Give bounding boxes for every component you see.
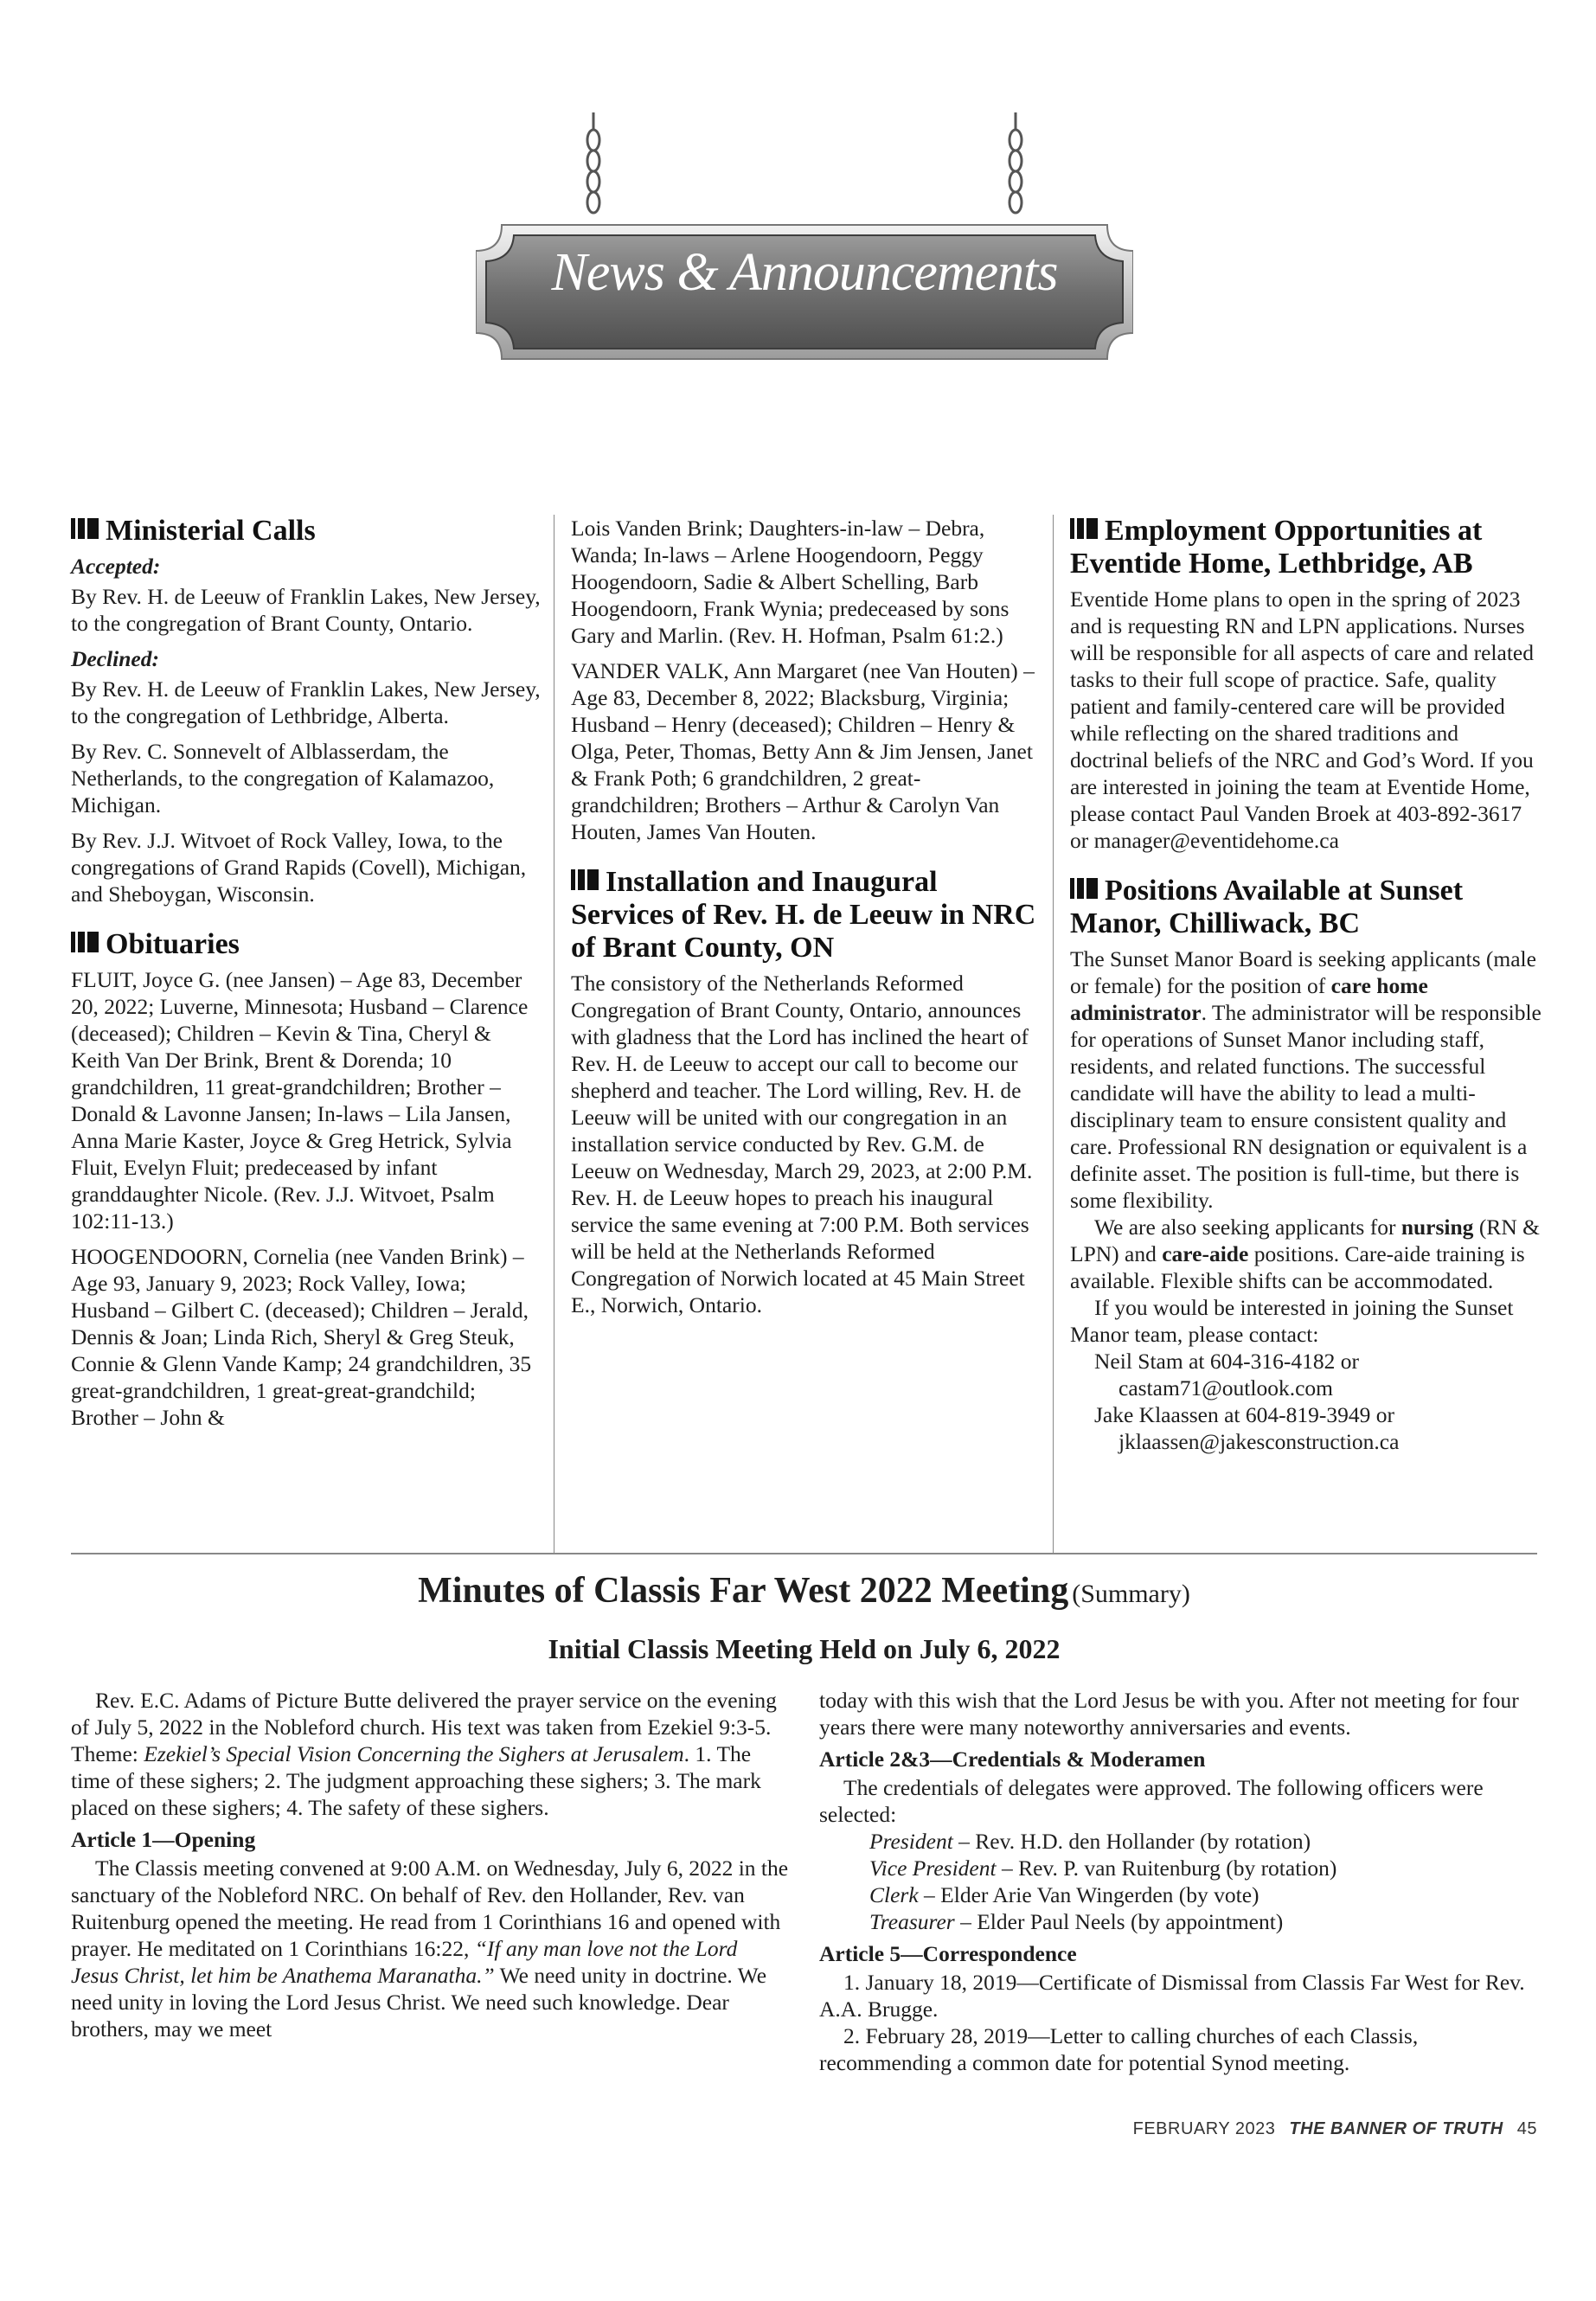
article-5-heading: Article 5—Correspondence — [819, 1941, 1077, 1966]
correspondence-item: 2. February 28, 2019—Letter to calling churches of each Classis, recommending a common date for potential Synod meeting. — [819, 2023, 1419, 2075]
footer-publication: THE BANNER OF TRUTH — [1289, 2119, 1503, 2138]
section-bars-icon — [71, 932, 99, 952]
column-divider — [1053, 515, 1054, 1553]
call-item: By Rev. J.J. Witvoet of Rock Valley, Iowa, to the congregations of Grand Rapids (Covell), Michigan, and Sheboygan, Wisconsin. — [71, 828, 527, 907]
minutes-title — [71, 1570, 1537, 1612]
minutes-subtitle: Initial Classis Meeting Held on July 6, 2022 — [548, 1633, 1061, 1664]
section-bars-icon — [1070, 878, 1098, 899]
officer-vice-president: Vice President – Rev. P. van Ruitenburg (by rotation) — [869, 1856, 1337, 1881]
declined-label: Declined: — [71, 646, 159, 671]
eventide-body: Eventide Home plans to open in the spring of 2023 and is requesting RN and LPN applications. Nurses will be responsible for all aspects of care and related tasks to their full scope of practice. Safe, quality patient and family-centered care will be provided while reflecting on the shared traditions and doctrinal beliefs of the NRC and God’s Word. If you are interested in joining the team at Eventide Home, please contact Paul Vanden Broek at 403-892-3617 or manager@eventidehome.ca — [1070, 586, 1534, 853]
page-number: 45 — [1516, 2119, 1537, 2138]
call-item: By Rev. C. Sonnevelt of Alblasserdam, the Netherlands, to the congregation of Kalamazoo, Michigan. — [71, 739, 495, 817]
officer-clerk: Clerk – Elder Arie Van Wingerden (by vote) — [869, 1882, 1259, 1907]
obituary-entry: HOOGENDOORN, Cornelia (nee Vanden Brink) – Age 93, January 9, 2023; Rock Valley, Iowa; Husband – Gilbert C. (deceased); Children – Jerald, Dennis & Joan; Linda Rich, Sheryl & Greg Steuk, Connie & Glenn Vande Kamp; 24 grandchildren, 35 great-grandchildren, 1 great-great-grandchild; Brother – John & — [71, 1244, 532, 1430]
correspondence-item: 1. January 18, 2019—Certificate of Dismissal from Classis Far West for Rev. A.A. Brugge. — [819, 1970, 1525, 2022]
obituary-entry: VANDER VALK, Ann Margaret (nee Van Houten) – Age 83, December 8, 2022; Blacksburg, Virginia; Husband – Henry (deceased); Children – Henry & Olga, Peter, Thomas, Betty Ann & Jim Jensen, Janet & Frank Poth; 6 grandchildren, 2 great-grandchildren; Brothers – Arthur & Carolyn Van Houten, James Van Houten. — [571, 658, 1035, 844]
sunset-paragraph-2: We are also seeking applicants for nursing (RN & LPN) and care-aide positions. Care-aide training is available. Flexible shifts can be accommodated. — [1070, 1215, 1540, 1293]
section-heading-installation: Installation and Inaugural Services of Rev. H. de Leeuw in NRC of Brant County, ON — [571, 866, 1036, 964]
call-item: By Rev. H. de Leeuw of Franklin Lakes, New Jersey, to the congregation of Lethbridge, Alberta. — [71, 676, 541, 728]
section-bars-icon — [571, 869, 599, 890]
section-heading-obituaries: Obituaries — [71, 928, 542, 961]
installation-body: The consistory of the Netherlands Reformed Congregation of Brant County, Ontario, announces with gladness that the Lord has inclined the heart of Rev. H. de Leeuw to accept our call to become our shepherd and teacher. The Lord willing, Rev. H. de Leeuw will be united with our congregation in an installation service conducted by Rev. G.M. de Leeuw on Wednesday, March 29, 2023, at 2:00 P.M. Rev. H. de Leeuw hopes to preach his inaugural service the same evening at 7:00 P.M. Both services will be held at the Netherlands Reformed Congregation of Norwich located at 45 Main Street E., Norwich, Ontario. — [571, 971, 1033, 1317]
page-footer — [1133, 2119, 1537, 2139]
footer-month: FEBRUARY 2023 — [1132, 2119, 1276, 2138]
header-sign — [476, 112, 1133, 381]
sunset-paragraph-1: The Sunset Manor Board is seeking applicants (male or female) for the position of care home administrator. The administrator will be responsible for operations of Sunset Manor including staff, residents, and related functions. The successful candidate will have the ability to lead a multi-disciplinary team to ensure consistent quality and care. Professional RN designation or equivalent is a definite asset. The position is full-time, but there is some flexibility. — [1070, 946, 1542, 1213]
minutes-intro: Rev. E.C. Adams of Picture Butte delivered the prayer service on the evening of July 5, 2022 in the Nobleford church. His text was taken from Ezekiel 9:3-5. Theme: Ezekiel’s Special Vision Concerning the Sighers at Jerusalem. 1. The time of these sighers; 2. The judgment approaching these sighers; 3. The mark placed on these sighers; 4. The safety of these sighers. — [71, 1688, 777, 1820]
sunset-paragraph-3: If you would be interested in joining the Sunset Manor team, please contact: — [1070, 1295, 1514, 1347]
obituary-entry: FLUIT, Joyce G. (nee Jansen) – Age 83, December 20, 2022; Luverne, Minnesota; Husband – Clarence (deceased); Children – Kevin & Tina, Cheryl & Keith Van Der Brink, Brent & Dorenda; 10 grandchildren, 11 great-grandchildren; Brother – Donald & Lavonne Jansen; In-laws – Lila Jansen, Anna Marie Kaster, Joyce & Greg Hetrick, Sylvia Fluit, Evelyn Fluit; predeceased by infant granddaughter Nicole. (Rev. J.J. Witvoet, Psalm 102:11-13.) — [71, 967, 529, 1234]
contact-neil-stam: Neil Stam at 604-316-4182 or — [1094, 1349, 1359, 1374]
article-2-3-body: The credentials of delegates were approved. The following officers were selected: — [819, 1775, 1484, 1827]
sign-chain-left — [587, 112, 599, 213]
column-2 — [571, 515, 1042, 1327]
minutes-column-1 — [71, 1687, 789, 2042]
column-1 — [71, 515, 542, 1439]
contact-email-link[interactable]: castam71@outlook.com — [1118, 1375, 1333, 1400]
accepted-label: Accepted: — [71, 554, 161, 579]
contact-email-link[interactable]: jklaassen@jakesconstruction.ca — [1118, 1429, 1400, 1454]
call-item: By Rev. H. de Leeuw of Franklin Lakes, New Jersey, to the congregation of Brant County, Ontario. — [71, 584, 541, 636]
minutes-title-text: Minutes of Classis Far West 2022 Meeting — [418, 1571, 1069, 1611]
section-heading-eventide: Employment Opportunities at Eventide Home, Lethbridge, AB — [1070, 515, 1483, 580]
officer-treasurer: Treasurer – Elder Paul Neels (by appointment) — [869, 1909, 1284, 1934]
officer-president: President – Rev. H.D. den Hollander (by rotation) — [869, 1829, 1311, 1854]
column-3 — [1070, 515, 1542, 1455]
obituary-entry-continued: Lois Vanden Brink; Daughters-in-law – Debra, Wanda; In-laws – Arlene Hoogendoorn, Peggy Hoogendoorn, Sadie & Albert Schelling, Barb Hoogendoorn, Frank Wynia; predeceased by sons Gary and Marlin. (Rev. H. Hofman, Psalm 61:2.) — [571, 516, 1010, 648]
section-bars-icon — [71, 518, 99, 539]
contact-jake-klaassen: Jake Klaassen at 604-819-3949 or — [1094, 1402, 1394, 1427]
section-divider — [71, 1553, 1537, 1554]
section-heading-ministerial-calls: Ministerial Calls — [71, 515, 542, 548]
announcements-section — [71, 515, 1542, 1553]
article-1-continued: today with this wish that the Lord Jesus be with you. After not meeting for four years there were many noteworthy anniversaries and events. — [819, 1688, 1519, 1740]
page-title: News & Announcements — [551, 243, 1058, 302]
sign-chain-right — [1010, 112, 1022, 213]
article-2-3-heading: Article 2&3—Credentials & Moderamen — [819, 1747, 1206, 1772]
article-1-heading: Article 1—Opening — [71, 1827, 256, 1852]
article-1-body: The Classis meeting convened at 9:00 A.M. on Wednesday, July 6, 2022 in the sanctuary of the Nobleford NRC. On behalf of Rev. den Hollander, Rev. van Ruitenburg opened the meeting. He read from 1 Corinthians 16 and opened with prayer. He meditated on 1 Corinthians 16:22, “If any man love not the Lord Jesus Christ, let him be Anathema Maranatha.” We need unity in doctrine. We need unity in loving the Lord Jesus Christ. We need such knowledge. Dear brothers, may we meet — [71, 1856, 789, 2041]
section-bars-icon — [1070, 518, 1098, 539]
minutes-summary-label: (Summary) — [1072, 1580, 1190, 1608]
minutes-column-2 — [819, 1687, 1537, 2076]
section-heading-sunset-manor: Positions Available at Sunset Manor, Chilliwack, BC — [1070, 875, 1464, 939]
